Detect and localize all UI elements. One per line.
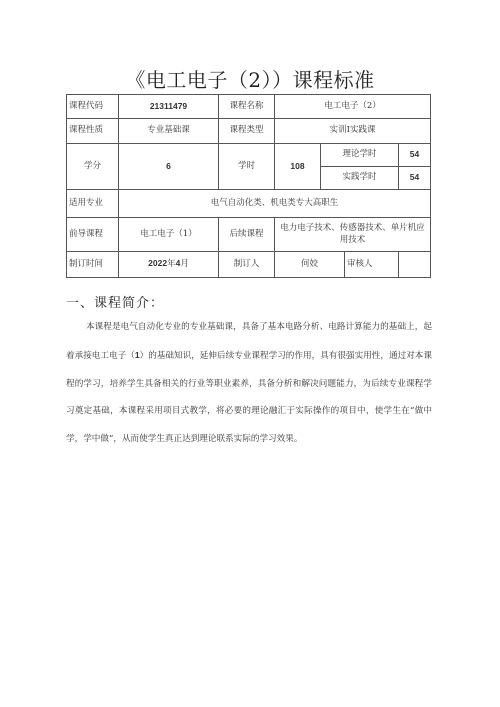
hours-label: 学时 (219, 144, 275, 190)
date-month: 4 (175, 258, 181, 269)
table-row (67, 95, 431, 119)
reviewer-value (399, 252, 431, 278)
course-nature-label: 课程性质 (67, 119, 119, 144)
table-row (67, 218, 431, 252)
practice-hours-value: 54 (399, 167, 431, 190)
course-code-value: 21311479 (119, 95, 219, 119)
date-month-suffix: 月 (180, 259, 189, 270)
theory-hours-value: 54 (399, 144, 431, 167)
table-row (67, 190, 431, 218)
section-heading: 一、课程简介： (66, 296, 165, 311)
course-type-value: 实训I实践课 (275, 119, 431, 144)
theory-hours-label: 理论学时 (321, 144, 399, 167)
author-value: 何姣 (275, 252, 345, 278)
reviewer-label: 审核人 (345, 252, 399, 278)
course-type-label: 课程类型 (219, 119, 275, 144)
course-nature-value: 专业基础课 (119, 119, 219, 144)
date-label: 制订时间 (67, 252, 119, 278)
date-year-suffix: 年 (167, 259, 176, 270)
major-value: 电气自动化类、机电类专大高职生 (119, 190, 431, 218)
intro-text-part2: ）的基础知识，延伸后续专业课程学习的作用，具有很强实用性，通过对本课程的学习，培养学生具备相关的行业等职业素养，具备分析和解决问题能力，为后续专业课程学习奠定基础，本课程采用项目式教学，将必要的理论融汇于实际操作的项目中，使学生在“做中学，学中做”，从而使学生真正达到理论联系实际的学习效果。 (66, 350, 432, 445)
table-row (67, 119, 431, 144)
author-label: 制订人 (219, 252, 275, 278)
course-info-table (66, 94, 431, 278)
followup-value: 电力电子技术、传感器技术、单片机应用技术 (275, 218, 431, 252)
page-title: 《电工电子（2））课程标准 (125, 68, 375, 92)
course-code-label: 课程代码 (67, 95, 119, 119)
credit-value: 6 (119, 144, 219, 190)
credit-label: 学分 (67, 144, 119, 190)
practice-hours-label: 实践学时 (321, 167, 399, 190)
course-name-value: 电工电子（2） (275, 95, 431, 119)
table-row (67, 252, 431, 278)
table-row (67, 144, 431, 167)
course-intro-paragraph (66, 314, 432, 454)
followup-label: 后续课程 (219, 218, 275, 252)
major-label: 适用专业 (67, 190, 119, 218)
date-value (119, 252, 219, 278)
course-name-label: 课程名称 (219, 95, 275, 119)
intro-text-number: 1 (134, 349, 140, 360)
hours-value: 108 (275, 144, 321, 190)
intro-text-part1: 本课程是电气自动化专业的专业基础课，具备了基本电路分析、电路计算能力的基础上，起着承接电工电子（ (66, 322, 432, 361)
date-year: 2022 (148, 258, 168, 269)
prereq-value: 电工电子（1） (119, 218, 219, 252)
prereq-label: 前导课程 (67, 218, 119, 252)
